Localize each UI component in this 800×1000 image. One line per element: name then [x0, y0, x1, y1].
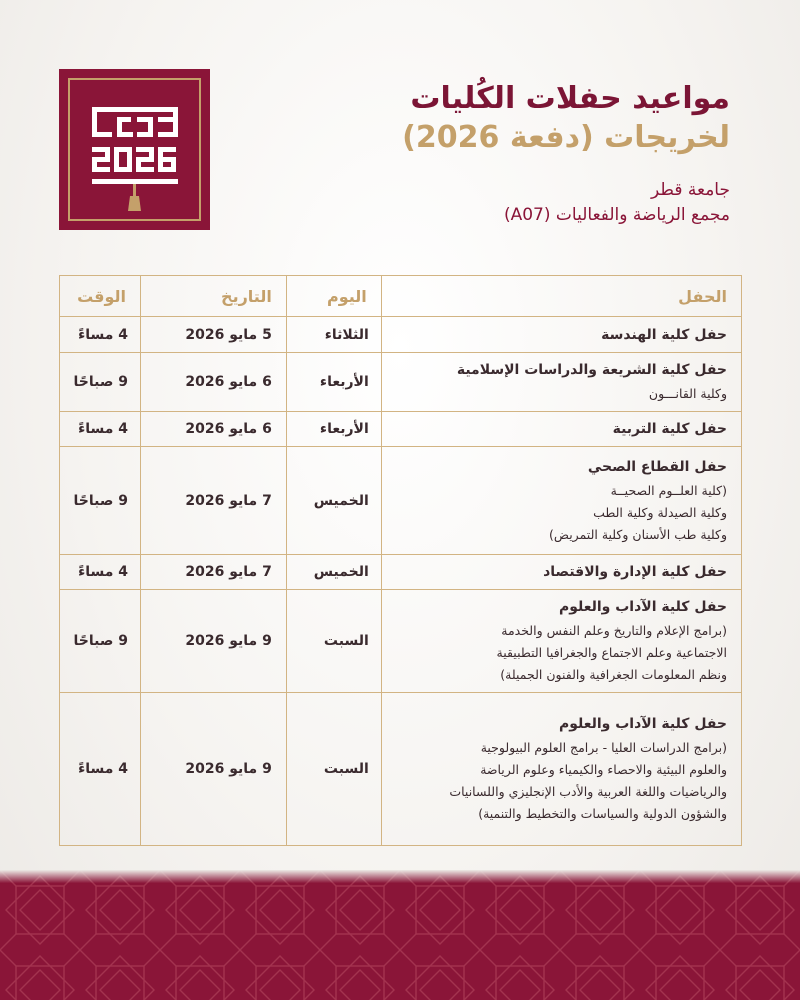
time-cell: 4 مساءً [60, 555, 141, 590]
event-title: حفل القطاع الصحي [587, 458, 727, 475]
time-cell: 9 صباحًا [60, 590, 141, 693]
event-cell [381, 590, 741, 693]
event-detail-line: ونظم المعلومات الجغرافية والفنون الجميلة) [500, 667, 727, 682]
time-cell: 4 مساءً [60, 317, 141, 353]
date-cell: 6 مايو 2026 [141, 412, 287, 447]
class-of-2026-logo [59, 69, 210, 230]
event-cell [381, 317, 741, 353]
event-title: حفل كلية الهندسة [601, 326, 727, 343]
header-day: اليوم [286, 276, 381, 317]
header [250, 80, 730, 228]
event-cell [381, 353, 741, 412]
logo-graphic [59, 69, 210, 230]
event-cell [381, 447, 741, 555]
event-detail-line: وكلية طب الأسنان وكلية التمريض) [549, 526, 727, 542]
event-title: حفل كلية التربية [612, 421, 727, 437]
date-cell: 7 مايو 2026 [141, 447, 287, 555]
table-row [60, 555, 742, 590]
date-cell: 7 مايو 2026 [141, 555, 287, 590]
time-cell: 4 مساءً [60, 412, 141, 447]
day-cell: الخميس [286, 555, 381, 590]
venue-name: مجمع الرياضة والفعاليات (A07) [503, 205, 730, 225]
page-title: مواعيد حفلات الكُليات [410, 81, 730, 116]
table-row [60, 317, 742, 353]
table-header-row [60, 276, 742, 317]
event-detail-line: وكلية الصيدلة وكلية الطب [593, 504, 727, 520]
page-subtitle: لخريجات (دفعة 2026) [402, 120, 730, 155]
event-detail-line: (برامج الدراسات العليا - برامج العلوم البيولوجية [480, 740, 727, 755]
header-event: الحفل [381, 276, 741, 317]
header-date: التاريخ [141, 276, 287, 317]
time-cell: 4 مساءً [60, 693, 141, 846]
date-cell: 6 مايو 2026 [141, 353, 287, 412]
event-title: حفل كلية الآداب والعلوم [558, 716, 727, 732]
event-detail-line: الاجتماعية وعلم الاجتماع والجغرافيا التطبيقية [496, 645, 727, 660]
graduation-schedule-table [59, 275, 742, 846]
table-row [60, 412, 742, 447]
date-cell: 9 مايو 2026 [141, 693, 287, 846]
table-row [60, 353, 742, 412]
event-title: حفل كلية الإدارة والاقتصاد [543, 564, 727, 580]
event-detail-line: والرياضيات واللغة العربية والأدب الإنجليزي واللسانيات [449, 784, 727, 799]
date-cell: 9 مايو 2026 [141, 590, 287, 693]
event-detail-line: (كلية العلــوم الصحيــة [610, 482, 727, 498]
event-detail-line: وكلية القانـــون [648, 386, 727, 401]
table-row [60, 447, 742, 555]
day-cell: السبت [286, 693, 381, 846]
event-cell [381, 693, 741, 846]
time-cell: 9 صباحًا [60, 353, 141, 412]
day-cell: الخميس [286, 447, 381, 555]
event-cell [381, 555, 741, 590]
day-cell: الثلاثاء [286, 317, 381, 353]
time-cell: 9 صباحًا [60, 447, 141, 555]
table-row [60, 590, 742, 693]
table-body [60, 317, 742, 846]
event-cell [381, 412, 741, 447]
event-detail-line: والعلوم البيئية والاحصاء والكيمياء وعلوم الرياضة [480, 762, 727, 777]
day-cell: السبت [286, 590, 381, 693]
event-detail-line: (برامج الإعلام والتاريخ وعلم النفس والخدمة [501, 623, 727, 638]
header-time: الوقت [60, 276, 141, 317]
event-detail-line: والشؤون الدولية والسياسات والتخطيط والتنمية) [478, 806, 727, 821]
event-title: حفل كلية الشريعة والدراسات الإسلامية [456, 362, 727, 378]
university-name: جامعة قطر [651, 180, 730, 200]
day-cell: الأربعاء [286, 412, 381, 447]
day-cell: الأربعاء [286, 353, 381, 412]
table-row [60, 693, 742, 846]
date-cell: 5 مايو 2026 [141, 317, 287, 353]
footer-pattern [0, 870, 800, 1000]
event-title: حفل كلية الآداب والعلوم [558, 599, 727, 615]
